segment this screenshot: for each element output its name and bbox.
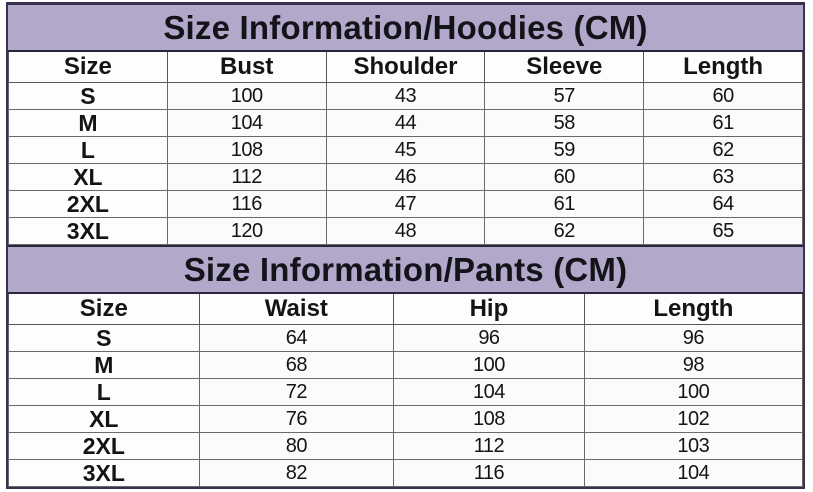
measurement-cell: 57: [485, 83, 644, 110]
measurement-cell: 47: [326, 191, 485, 218]
measurement-cell: 61: [644, 110, 803, 137]
column-header: Hip: [394, 294, 585, 325]
size-label-cell: S: [9, 83, 168, 110]
measurement-cell: 48: [326, 218, 485, 245]
column-header: Length: [584, 294, 802, 325]
hoodies-title-banner: [8, 5, 803, 52]
measurement-cell: 104: [584, 460, 802, 487]
measurement-cell: 44: [326, 110, 485, 137]
column-header: Shoulder: [326, 52, 485, 83]
table-row: [9, 379, 803, 406]
measurement-cell: 58: [485, 110, 644, 137]
size-label-cell: 2XL: [9, 433, 200, 460]
measurement-cell: 82: [199, 460, 394, 487]
measurement-cell: 60: [485, 164, 644, 191]
measurement-cell: 63: [644, 164, 803, 191]
table-row: [9, 406, 803, 433]
header-row: [9, 294, 803, 325]
measurement-cell: 112: [167, 164, 326, 191]
size-label-cell: 3XL: [9, 218, 168, 245]
column-header: Bust: [167, 52, 326, 83]
size-label-cell: 3XL: [9, 460, 200, 487]
table-row: [9, 191, 803, 218]
table-row: [9, 433, 803, 460]
table-row: [9, 325, 803, 352]
measurement-cell: 72: [199, 379, 394, 406]
measurement-cell: 102: [584, 406, 802, 433]
column-header: Size: [9, 52, 168, 83]
size-label-cell: S: [9, 325, 200, 352]
column-header: Length: [644, 52, 803, 83]
table-row: [9, 137, 803, 164]
size-label-cell: M: [9, 352, 200, 379]
measurement-cell: 60: [644, 83, 803, 110]
measurement-cell: 103: [584, 433, 802, 460]
measurement-cell: 64: [644, 191, 803, 218]
measurement-cell: 43: [326, 83, 485, 110]
measurement-cell: 98: [584, 352, 802, 379]
measurement-cell: 68: [199, 352, 394, 379]
pants-title-banner: [8, 245, 803, 294]
hoodies-title: Size Information/Hoodies (CM): [163, 8, 648, 46]
size-label-cell: XL: [9, 406, 200, 433]
measurement-cell: 46: [326, 164, 485, 191]
table-row: [9, 352, 803, 379]
measurement-cell: 104: [167, 110, 326, 137]
size-chart: [6, 2, 805, 489]
table-row: [9, 83, 803, 110]
measurement-cell: 108: [167, 137, 326, 164]
measurement-cell: 62: [485, 218, 644, 245]
measurement-cell: 59: [485, 137, 644, 164]
measurement-cell: 100: [584, 379, 802, 406]
measurement-cell: 120: [167, 218, 326, 245]
measurement-cell: 45: [326, 137, 485, 164]
hoodies-size-table: [8, 52, 803, 245]
column-header: Waist: [199, 294, 394, 325]
measurement-cell: 108: [394, 406, 585, 433]
measurement-cell: 80: [199, 433, 394, 460]
measurement-cell: 62: [644, 137, 803, 164]
table-row: [9, 460, 803, 487]
column-header: Size: [9, 294, 200, 325]
measurement-cell: 100: [394, 352, 585, 379]
measurement-cell: 104: [394, 379, 585, 406]
measurement-cell: 116: [167, 191, 326, 218]
measurement-cell: 61: [485, 191, 644, 218]
measurement-cell: 64: [199, 325, 394, 352]
measurement-cell: 76: [199, 406, 394, 433]
measurement-cell: 96: [394, 325, 585, 352]
size-label-cell: L: [9, 379, 200, 406]
size-label-cell: XL: [9, 164, 168, 191]
size-label-cell: 2XL: [9, 191, 168, 218]
size-label-cell: M: [9, 110, 168, 137]
table-row: [9, 218, 803, 245]
table-row: [9, 110, 803, 137]
measurement-cell: 100: [167, 83, 326, 110]
size-label-cell: L: [9, 137, 168, 164]
column-header: Sleeve: [485, 52, 644, 83]
header-row: [9, 52, 803, 83]
measurement-cell: 65: [644, 218, 803, 245]
pants-title: Size Information/Pants (CM): [183, 250, 628, 288]
pants-size-table: [8, 294, 803, 487]
measurement-cell: 96: [584, 325, 802, 352]
measurement-cell: 116: [394, 460, 585, 487]
table-row: [9, 164, 803, 191]
measurement-cell: 112: [394, 433, 585, 460]
